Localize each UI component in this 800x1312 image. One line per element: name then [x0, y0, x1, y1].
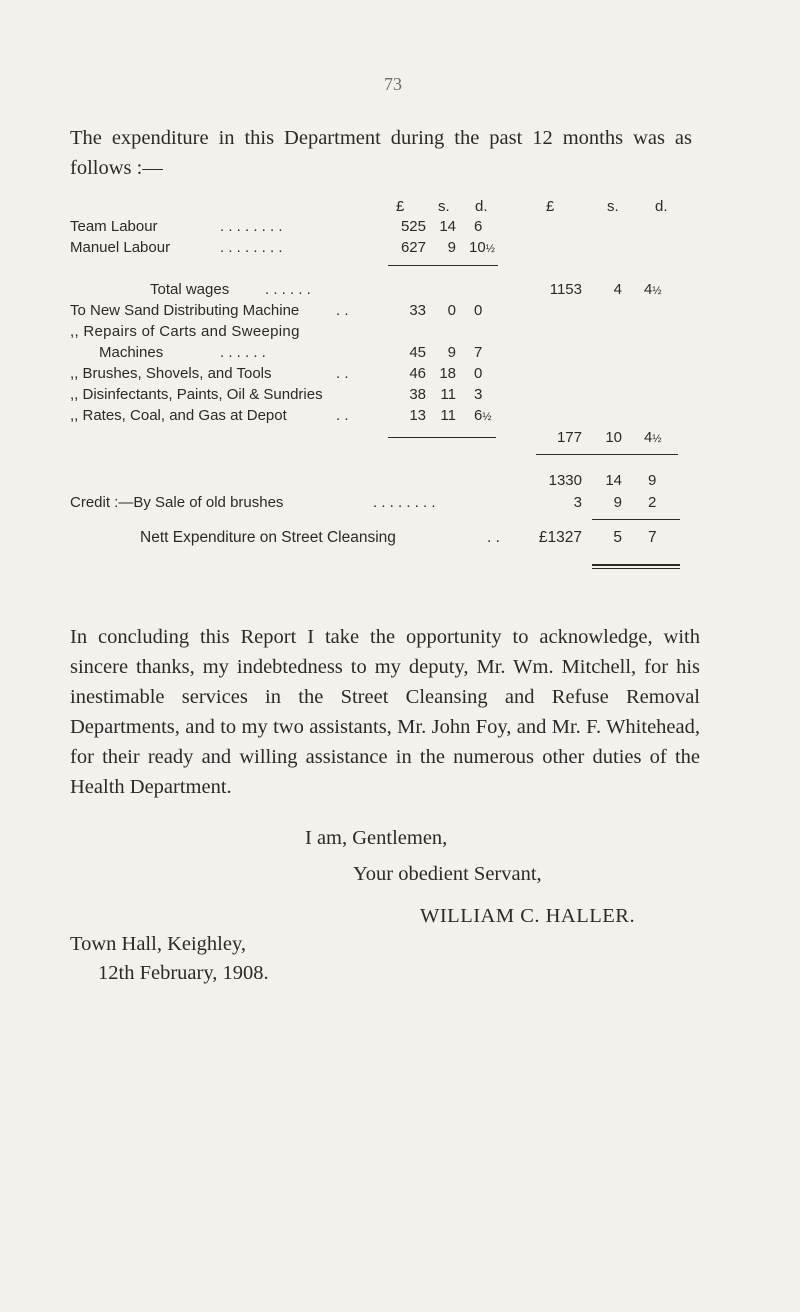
total-wages-shillings: 4 [613, 281, 622, 298]
gross-total-pence: 9 [648, 472, 657, 489]
repairs-pence: 7 [474, 344, 483, 361]
salutation: I am, Gentlemen, [305, 827, 448, 849]
closing-paragraph: In concluding this Report I take the opportunity to acknowledge, with sincere thanks, my indebtedness to my deputy, Mr. Wm. Mitchell, for his inestimable services in the Street Cleansing and Refuse Removal Departments, and to my two assistants, Mr. John Foy, and Mr. F. Whitehead, for their ready and willing assistance in the numerous other duties of the Health Department. [70, 626, 700, 798]
page-number: 73 [384, 74, 402, 94]
repairs-label: ,, Repairs of Carts and Sweeping [70, 323, 300, 340]
disinfectants-row [70, 386, 710, 406]
credit-pence: 2 [648, 494, 657, 511]
sand-machine-leader: . . [336, 302, 349, 319]
credit-pounds: 3 [573, 494, 582, 511]
repairs-shillings: 9 [447, 344, 456, 361]
repairs-pounds: 45 [409, 344, 426, 361]
address-line-2: 12th February, 1908. [98, 962, 269, 984]
pounds-header: £ [396, 198, 405, 215]
nett-expenditure-row [70, 529, 710, 549]
brushes-shillings: 18 [439, 365, 456, 382]
gross-total-rule [536, 454, 678, 455]
rates-pounds: 13 [409, 407, 426, 424]
rates-pence: 6½ [474, 407, 492, 424]
team-labour-pence: 6 [474, 218, 483, 235]
team-labour-shillings: 14 [439, 218, 456, 235]
address-line-1: Town Hall, Keighley, [70, 933, 247, 955]
credit-leader: . . . . . . . . [373, 494, 436, 511]
rates-leader: . . [336, 407, 349, 424]
credit-label: Credit :—By Sale of old brushes [70, 494, 284, 511]
wages-subtotal-rule [388, 265, 498, 266]
credit-shillings: 9 [613, 494, 622, 511]
gross-total-pounds: 1330 [548, 472, 582, 489]
disinfectants-pence: 3 [474, 386, 483, 403]
rates-shillings: 11 [440, 407, 456, 424]
total-wages-pounds: 1153 [549, 281, 582, 298]
manuel-labour-label: Manuel Labour [70, 239, 171, 256]
disinfectants-label: ,, Disinfectants, Paints, Oil & Sundries [70, 386, 323, 403]
team-labour-leader: . . . . . . . . [220, 218, 283, 235]
repairs-leader: . . . . . . [220, 344, 266, 361]
total-wages-label: Total wages [150, 281, 230, 298]
total-shillings-header: s. [607, 198, 619, 215]
sand-machine-pence: 0 [474, 302, 483, 319]
sand-machine-pounds: 33 [409, 302, 426, 319]
brushes-label: ,, Brushes, Shovels, and Tools [70, 365, 272, 382]
nett-shillings: 5 [613, 529, 622, 546]
total-wages-leader: . . . . . . [265, 281, 311, 298]
brushes-pence: 0 [474, 365, 483, 382]
repairs-label-continued: Machines [99, 344, 164, 361]
manuel-labour-leader: . . . . . . . . [220, 239, 283, 256]
total-pounds-header: £ [546, 198, 555, 215]
total-pence-header: d. [655, 198, 668, 215]
total-wages-pence: 4½ [644, 281, 662, 298]
manuel-labour-pence: 10½ [469, 239, 495, 256]
nett-pence: 7 [648, 529, 657, 546]
brushes-pounds: 46 [409, 365, 426, 382]
repairs-row [70, 323, 710, 343]
sand-machine-shillings: 0 [447, 302, 456, 319]
gross-total-row [70, 472, 710, 492]
pence-header: d. [475, 198, 488, 215]
sand-machine-label: To New Sand Distributing Machine [70, 302, 300, 319]
repairs-row-continued [70, 344, 710, 364]
rates-label: ,, Rates, Coal, and Gas at Depot [70, 407, 287, 424]
rates-row [70, 407, 710, 427]
nett-double-rule-top [592, 564, 680, 566]
credit-row [70, 494, 710, 514]
sundries-total-pounds: 177 [556, 429, 582, 446]
valediction: Your obedient Servant, [353, 863, 542, 885]
nett-leader: . . [487, 529, 500, 546]
nett-pounds: £1327 [538, 529, 582, 546]
team-labour-label: Team Labour [70, 218, 158, 235]
nett-label: Nett Expenditure on Street Cleansing [140, 529, 396, 546]
sundries-total-pence: 4½ [644, 429, 662, 446]
manuel-labour-shillings: 9 [447, 239, 456, 256]
signature: WILLIAM C. HALLER. [420, 905, 636, 927]
brushes-row [70, 365, 710, 385]
team-labour-pounds: 525 [400, 218, 426, 235]
manuel-labour-pounds: 627 [400, 239, 426, 256]
expenditure-ledger [70, 198, 710, 618]
gross-total-shillings: 14 [605, 472, 622, 489]
disinfectants-shillings: 11 [440, 386, 456, 403]
nett-rule [592, 519, 680, 520]
sand-machine-row [70, 302, 710, 322]
disinfectants-pounds: 38 [409, 386, 426, 403]
manuel-labour-row [70, 239, 710, 259]
intro-paragraph: The expenditure in this Department during the past 12 months was as follows :— [70, 127, 692, 179]
team-labour-row [70, 218, 710, 238]
shillings-header: s. [438, 198, 450, 215]
brushes-leader: . . [336, 365, 349, 382]
currency-header-row [70, 198, 710, 218]
nett-double-rule-bottom [592, 568, 680, 569]
sundries-total-row [70, 429, 710, 449]
sundries-total-shillings: 10 [605, 429, 622, 446]
total-wages-row [70, 281, 710, 301]
